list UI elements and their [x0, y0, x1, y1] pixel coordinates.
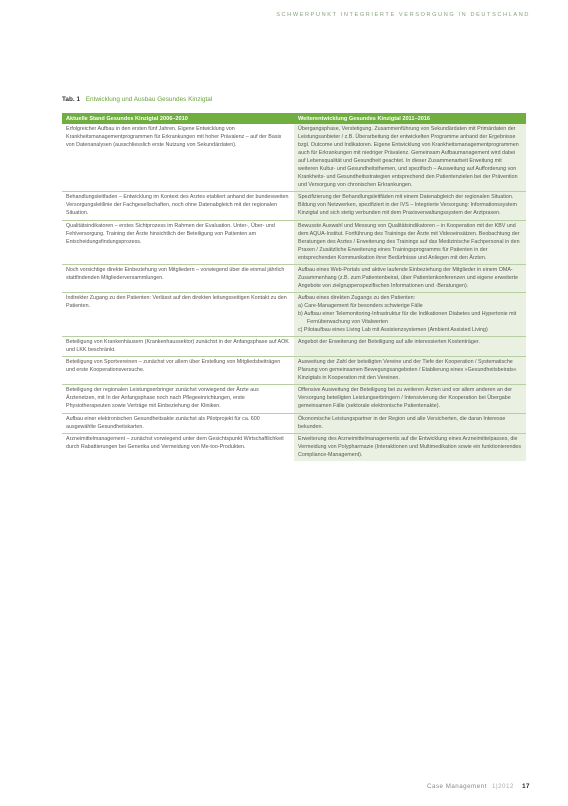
list-item: a) Care-Management für besonders schwierige Fälle: [298, 302, 423, 309]
column-header-current: Aktuelle Stand Gesundes Kinzigtal 2006–2010: [62, 113, 294, 124]
cell-future: Offensive Ausweitung der Beteiligung bei zu weiteren Ärzten und vor allem anderen an der Versorgung beteiligten Leistungserbringern / Intensivierung der Kooperation bei Übergabe gemeinsamen Fälle (sektorale elektronische Patientenakte).: [294, 385, 526, 413]
column-header-future: Weiterentwicklung Gesundes Kinzigtal 2011–2016: [294, 113, 526, 124]
issue-number: 1|2012: [492, 783, 514, 790]
cell-intro: Aufbau eines direkten Zugangs zu den Patienten:: [298, 294, 416, 301]
table-title: Entwicklung und Ausbau Gesundes Kinzigtal: [85, 96, 213, 103]
table-row: [62, 192, 526, 220]
cell-current: Beteiligung der regionalen Leistungserbringer zunächst vorwiegend der Ärzte aus Ärztenetzen, mit In der Anfangsphase noch nach Pflegeeinrichtungen, erste Physiotherapeuten sowie Verträge mit Einbeziehung der Kliniken.: [62, 385, 294, 413]
list-item: c) Pilotaufbau eines Living Lab mit Assistenzsystemen (Ambient Assisted Living): [298, 327, 488, 334]
table-header-row: [62, 113, 526, 124]
cell-current: Beteiligung von Sportvereinen – zunächst vor allem über Erstellung von Mitgliedsbeiträgen und erste Kooperationsversuche.: [62, 357, 294, 385]
list-item: b) Aufbau einer Telemonitoring-Infrastruktur für die Indikationen Diabetes und Hypertonie mit Fernüberwachung von Vitalwerten: [298, 310, 517, 326]
cell-future: [294, 292, 526, 336]
cell-current: Beteiligung von Krankenhäusern (Krankenhaussektor) zunächst in der Anfangsphase auf AOK und LKK beschränkt.: [62, 337, 294, 357]
table-row: [62, 357, 526, 385]
cell-future: Übergangsphase, Verstetigung. Zusammenführung von Sekundärdaten mit Primärdaten der Leistungsanbieter / z.B. Überarbeitung der entwickelten Programme anhand der Ergebnisse bzgl. Outcome und Indikatoren. Eigene Entwicklung von Krankheitsmanagementprogrammen auch für Erkrankungen mit niedriger Prävalenz. Gemeinsam Aufbaumanagement wird dabei auf Lebensqualität und Gesundheit geachtet. In dieser Zusammenarbeit Erweitung mit weiteren Kultur- und Gesundheitsthemen, und spezifisch – Ausweitung auf Aufforderung von Krankheits- und Gesundheitsstrategien entsprechend den Patientenzielen bei der Prävention und Versorgung von chronischen Erkrankungen.: [294, 124, 526, 192]
table-row: [62, 433, 526, 461]
page-footer: [427, 783, 530, 790]
running-header: SCHWERPUNKT INTEGRIERTE VERSORGUNG IN DEUTSCHLAND: [276, 12, 530, 18]
table-row: [62, 337, 526, 357]
cell-future: Ausweitung der Zahl der beteiligten Vereine und der Tiefe der Kooperation / Systematische Planung von gemeinsamen Bewegungsangeboten / Etablierung eines »Gesundheitsbeirats« Kinzigtals in Kooperation mit den Vereinen.: [294, 357, 526, 385]
page-number: 17: [522, 783, 530, 790]
cell-current: Aufbau einer elektronischen Gesundheitsakte zunächst als Pilotprojekt für ca. 600 ausgewählte Gesundheitskarten.: [62, 413, 294, 433]
cell-future: Spezifizierung der Behandlungsleitfäden mit einem Datenabgleich der regionalen Situation. Bildung von Netzwerken, spezifiziert in der IVS – Integrierte Versorgung: Informationssystem Kinzigtal und sich stetig verbunden mit dem Praxisverwaltungssystem der Arztpraxen.: [294, 192, 526, 220]
cell-future: Angebot der Erweiterung der Beteiligung auf alle interessierten Kostenträger.: [294, 337, 526, 357]
journal-name: Case Management: [427, 783, 487, 790]
table-row: [62, 413, 526, 433]
cell-future: Erweiterung des Arzneimittelmanagements auf die Entwicklung eines Arzneimittelpasses, die Vermeidung von Polypharmazie (Interaktionen und Multimedikation sowie ein funktionierendes Compliance-Management).: [294, 433, 526, 461]
cell-current: Erfolgreicher Aufbau in den ersten fünf Jahren. Eigene Entwicklung von Krankheitsmanagementprogrammen für Erkrankungen mit hoher Prävalenz – auf der Basis von Datenanalysen (ausschliesslich erste Nutzung von Sekundärdaten).: [62, 124, 294, 192]
table-row: [62, 264, 526, 292]
cell-future: Bewusste Auswahl und Messung von Qualitätsindikatoren – in Kooperation mit der KBV und dem AQUA-Institut. Fortführung des Trainings der Ärzte mit Videoeinsätzen. Beobachtung der Beratungen des Arztes / Erweiterung des Trainings auf das Medizinische Fachpersonal in den Praxen / Zusätzliche Erweiterung eines Trainingsprogramms für Patienten in der entsprechenden Kommunikation ihrer Bedürfnisse und Anliegen mit den Ärzten.: [294, 220, 526, 264]
table-row: [62, 385, 526, 413]
table-row: [62, 220, 526, 264]
cell-current: Arzneimittelmanagement – zunächst vorwiegend unter dem Gesichtspunkt Wirtschaftlichkeit durch Rabattierungen bei Generika und Vermeidung von Me-too-Produkten.: [62, 433, 294, 461]
cell-future: Aufbau eines Web-Portals und aktive laufende Einbeziehung der Mitglieder in einem OMA-Zusammenhang (z.B. zum Patientenbeirat, über Patientenkonferenzen und eigene erweiterte Angebote von zielgruppenspezifischen Informationen und -Beratungen).: [294, 264, 526, 292]
cell-future: Ökonomische Leistungspartner in der Region und alle Versicherten, die daran Interesse bekunden.: [294, 413, 526, 433]
comparison-table: [62, 113, 526, 461]
table-caption: [62, 96, 212, 103]
cell-current: Behandlungsleitfaden – Entwicklung im Kontext des Arztes etabliert anhand der bundesweiten Versorgungsleitlinie der Fachgesellschaften, noch ohne Datenabgleich mit der regionalen Situation.: [62, 192, 294, 220]
table-row: [62, 292, 526, 336]
table-number: Tab. 1: [62, 96, 80, 103]
cell-current: Qualitätsindikatoren – erstes Sichtprozess im Rahmen der Evaluation. Unter-, Über- und Fehlversorgung. Training der Ärzte hinsichtlich der Beteiligung von Patienten am Entscheidungsfindungsprozess.: [62, 220, 294, 264]
table-row: [62, 124, 526, 192]
cell-current: Indirekter Zugang zu den Patienten: Verlässt auf den direkten leitungsseitigen Kontakt zu den Patienten.: [62, 292, 294, 336]
cell-current: Noch vorsichtige direkte Einbeziehung von Mitgliedern – vorwiegend über die einmal jährlich stattfindenden Mitgliederversammlungen.: [62, 264, 294, 292]
